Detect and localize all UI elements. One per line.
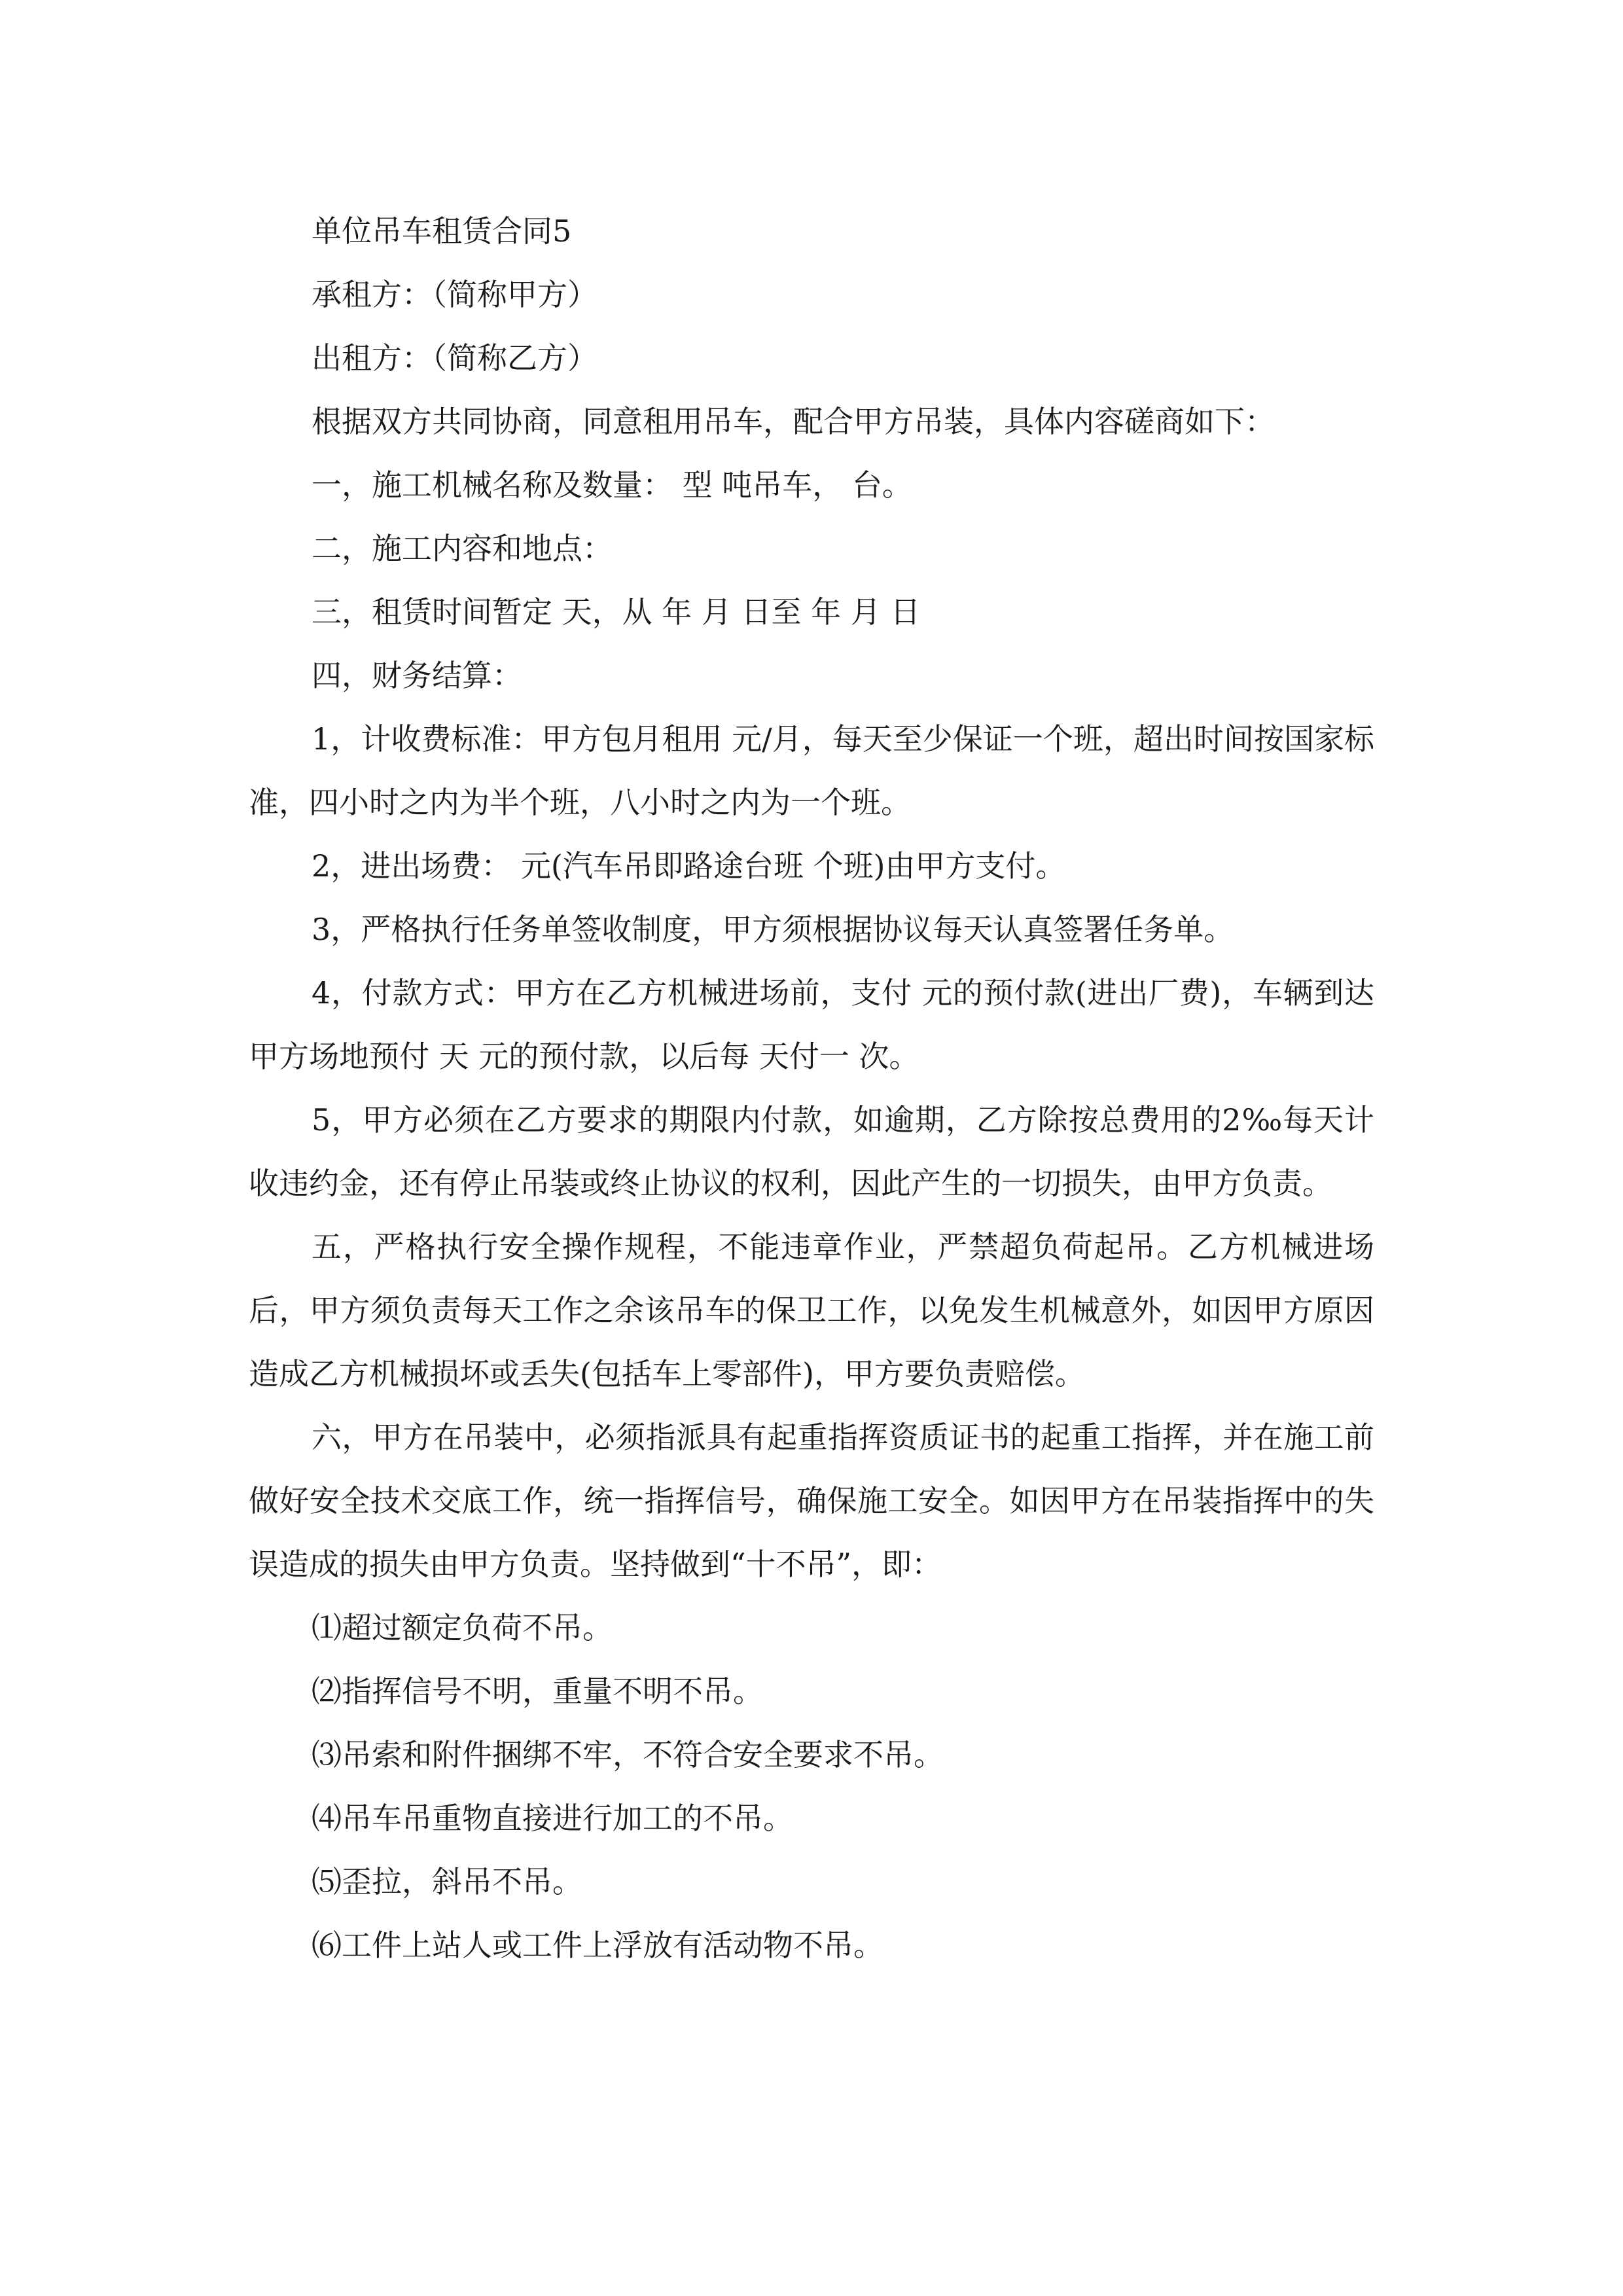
rule-3: ⑶吊索和附件捆绑不牢，不符合安全要求不吊。	[312, 1737, 944, 1772]
rule-2: ⑵指挥信号不明，重量不明不吊。	[312, 1674, 763, 1709]
intro-line: 根据双方共同协商，同意租用吊车，配合甲方吊装，具体内容磋商如下：	[312, 404, 1275, 439]
clause-4-item-1: 1，计收费标准：甲方包月租用 元/月，每天至少保证一个班，超出时间按国家标准，四小时之内为半个班，八小时之内为一个班。	[249, 721, 1374, 820]
rule-1: ⑴超过额定负荷不吊。	[312, 1610, 613, 1645]
rule-4: ⑷吊车吊重物直接进行加工的不吊。	[312, 1801, 793, 1836]
clause-4-item-2: 2，进出场费： 元(汽车吊即路途台班 个班)由甲方支付。	[312, 848, 1066, 884]
clause-2: 二，施工内容和地点：	[312, 531, 613, 566]
clause-3: 三，租赁时间暂定 天，从 年 月 日至 年 月 日	[312, 594, 921, 630]
lessor-line: 出租方：（简称乙方）	[312, 340, 597, 376]
clause-4-item-3: 3，严格执行任务单签收制度，甲方须根据协议每天认真签署任务单。	[312, 912, 1234, 947]
lessee-line: 承租方：（简称甲方）	[312, 277, 597, 312]
document-title: 单位吊车租赁合同5	[312, 213, 572, 249]
document-body	[249, 200, 1374, 1977]
rule-6: ⑹工件上站人或工件上浮放有活动物不吊。	[312, 1928, 883, 1963]
clause-4-item-5: 5，甲方必须在乙方要求的期限内付款，如逾期，乙方除按总费用的2‰每天计收违约金，还有停止吊装或终止协议的权利，因此产生的一切损失，由甲方负责。	[249, 1102, 1374, 1201]
clause-4: 四，财务结算：	[312, 658, 522, 693]
clause-5: 五，严格执行安全操作规程，不能违章作业，严禁超负荷起吊。乙方机械进场后，甲方须负责每天工作之余该吊车的保卫工作，以免发生机械意外，如因甲方原因造成乙方机械损坏或丢失(包括车上零部件)，甲方要负责赔偿。	[249, 1229, 1374, 1391]
clause-4-item-4: 4，付款方式：甲方在乙方机械进场前，支付 元的预付款(进出厂费)，车辆到达甲方场地预付 天 元的预付款，以后每 天付一 次。	[249, 975, 1374, 1074]
clause-6: 六，甲方在吊装中，必须指派具有起重指挥资质证书的起重工指挥，并在施工前做好安全技术交底工作，统一指挥信号，确保施工安全。如因甲方在吊装指挥中的失误造成的损失由甲方负责。坚持做到“十不吊”，即：	[249, 1420, 1374, 1582]
rule-5: ⑸歪拉，斜吊不吊。	[312, 1864, 582, 1899]
clause-1: 一，施工机械名称及数量： 型 吨吊车， 台。	[312, 467, 912, 503]
